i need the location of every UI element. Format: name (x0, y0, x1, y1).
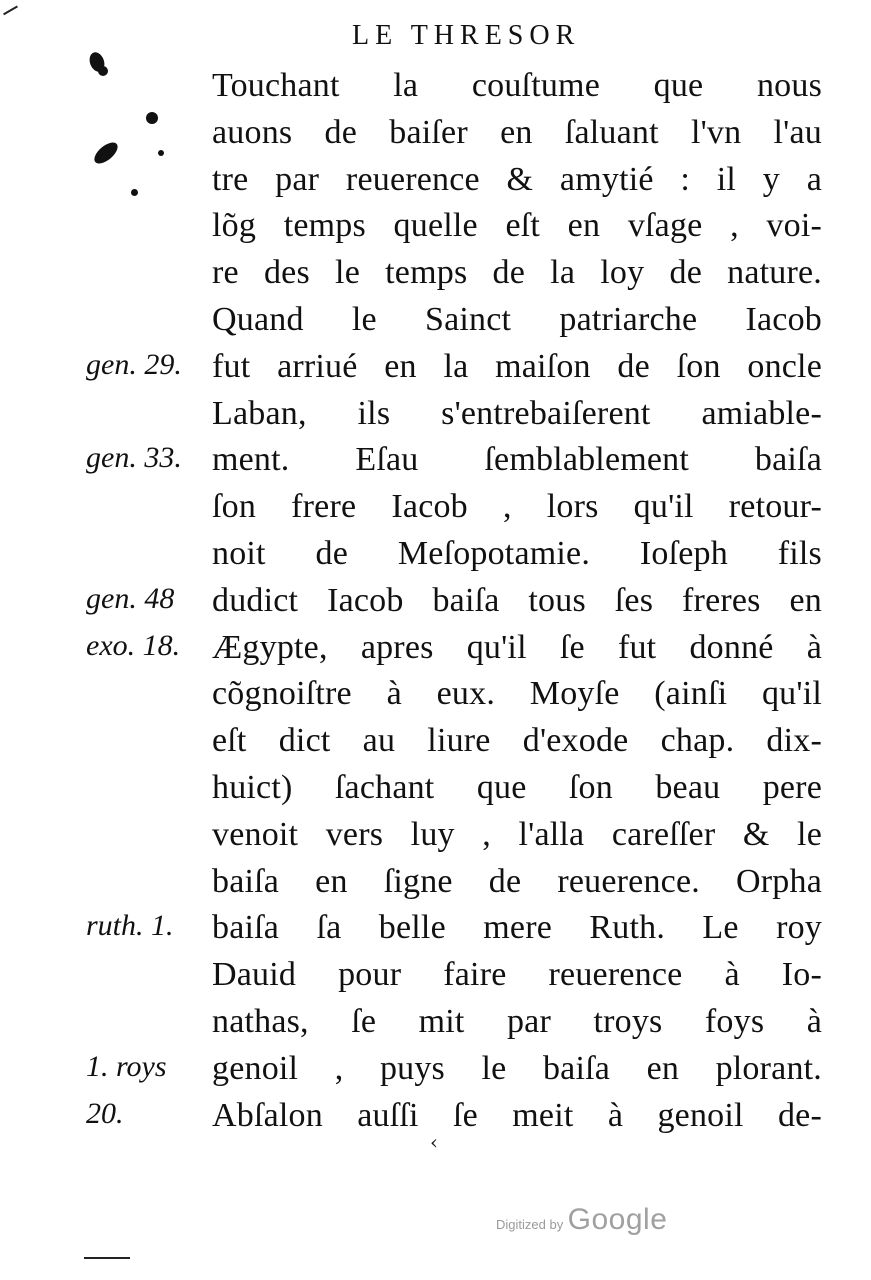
text-line: Abſalon auſſi ſe meit à genoil de- (212, 1096, 822, 1134)
text-line: ment. Eſau ſemblablement baiſa (212, 441, 822, 479)
corner-mark (0, 0, 18, 15)
watermark-prefix: Digitized by (496, 1217, 564, 1232)
text-line: huict) ſachant que ſon beau pere (212, 768, 822, 806)
ink-blot (131, 189, 138, 196)
text-line: noit de Meſopotamie. Ioſeph fils (212, 534, 822, 572)
ink-blot (98, 66, 108, 76)
text-line: Touchant la couſtume que nous (212, 67, 822, 104)
digitization-watermark (496, 1203, 667, 1237)
margin-note: 1. roys (86, 1049, 167, 1083)
ink-blot (146, 112, 158, 124)
text-line: cõgnoiſtre à eux. Moyſe (ainſi qu'il (212, 675, 822, 713)
bottom-rule (84, 1257, 130, 1259)
text-line: ſon frere Iacob , lors qu'il retour- (212, 488, 822, 526)
catchword-mark: ‹ (430, 1130, 438, 1154)
text-line: Ægypte, apres qu'il ſe fut donné à (212, 628, 822, 666)
text-line: dudict Iacob baiſa tous ſes freres en (212, 581, 822, 619)
text-line: auons de baiſer en ſaluant l'vn l'au (212, 113, 822, 151)
text-line: fut arriué en la maiſon de ſon oncle (212, 347, 822, 385)
text-line: lõg temps quelle eſt en vſage , voi- (212, 207, 822, 245)
text-line: baiſa ſa belle mere Ruth. Le roy (212, 909, 822, 947)
ink-blot (91, 139, 121, 168)
margin-note: gen. 33. (86, 441, 182, 475)
text-line: eſt dict au liure d'exode chap. dix- (212, 722, 822, 760)
body-text (212, 63, 822, 1139)
text-line: baiſa en ſigne de reuerence. Orpha (212, 862, 822, 900)
margin-note: gen. 48 (86, 581, 175, 615)
text-line: genoil , puys le baiſa en plorant. (212, 1049, 822, 1087)
margin-note: exo. 18. (86, 628, 181, 662)
text-line: re des le temps de la loy de nature. (212, 254, 822, 292)
text-line: nathas, ſe mit par troys foys à (212, 1002, 822, 1040)
text-line: Laban, ils s'entrebaiſerent amiable- (212, 394, 822, 432)
text-line: Dauid pour faire reuerence à Io- (212, 956, 822, 994)
text-line: tre par reuerence & amytié : il y a (212, 160, 822, 198)
google-logo: Google (567, 1203, 668, 1236)
margin-note: 20. (86, 1096, 124, 1130)
margin-note: ruth. 1. (86, 909, 174, 943)
running-header: LE THRESOR (352, 20, 581, 51)
text-line: venoit vers luy , l'alla careſſer & le (212, 815, 822, 853)
ink-blot (158, 150, 164, 156)
margin-note: gen. 29. (86, 347, 182, 381)
text-line: Quand le Sainct patriarche Iacob (212, 300, 822, 338)
